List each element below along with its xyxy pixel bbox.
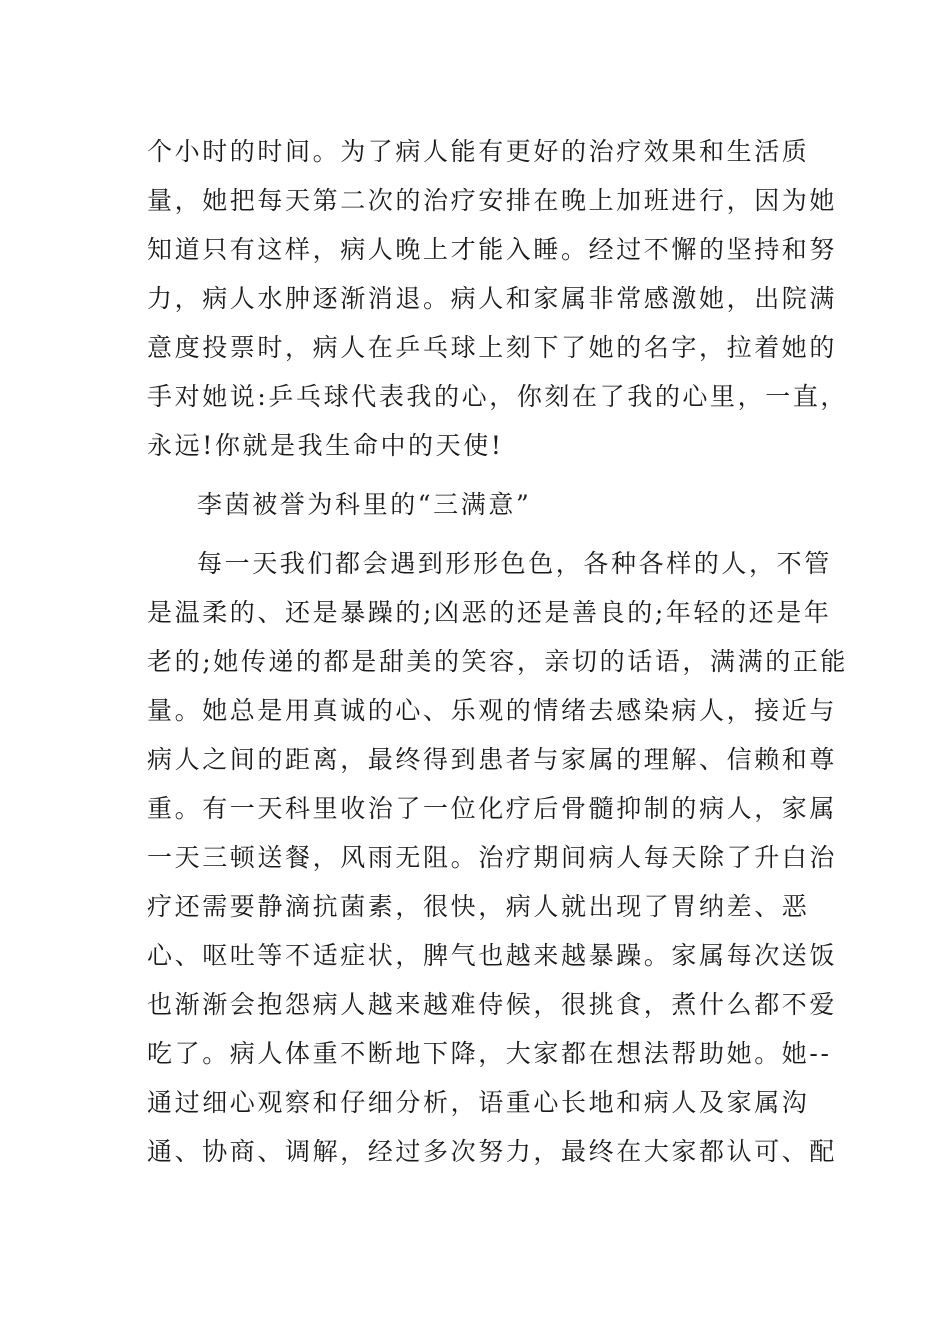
text-line: 老的;她传递的都是甜美的笑容，亲切的话语，满满的正能 xyxy=(147,647,849,676)
text-line: 手对她说:乒乓球代表我的心，你刻在了我的心里，一直， xyxy=(147,382,849,411)
text-line: 个小时的时间。为了病人能有更好的治疗效果和生活质 xyxy=(147,137,810,166)
text-line: 心、呕吐等不适症状，脾气也越来越暴躁。家属每次送饭 xyxy=(147,941,838,970)
text-line: 是温柔的、还是暴躁的;凶恶的还是善良的;年轻的还是年 xyxy=(147,598,832,627)
text-line: 疗还需要静滴抗菌素，很快，病人就出现了胃纳差、恶 xyxy=(147,892,810,921)
section-heading: 李茵被誉为科里的“三满意” xyxy=(197,490,532,519)
text-line: 病人之间的距离，最终得到患者与家属的理解、信赖和尊 xyxy=(147,745,838,774)
text-line: 一天三顿送餐，风雨无阻。治疗期间病人每天除了升白治 xyxy=(147,843,838,872)
text-line: 每一天我们都会遇到形形色色，各种各样的人，不管 xyxy=(197,549,832,578)
text-line: 量，她把每天第二次的治疗安排在晚上加班进行，因为她 xyxy=(147,186,838,215)
text-line: 量。她总是用真诚的心、乐观的情绪去感染病人，接近与 xyxy=(147,696,838,725)
text-line: 通、协商、调解，经过多次努力，最终在大家都认可、配 xyxy=(147,1137,838,1166)
text-line: 力，病人水肿逐渐消退。病人和家属非常感激她，出院满 xyxy=(147,284,838,313)
text-line: 知道只有这样，病人晚上才能入睡。经过不懈的坚持和努 xyxy=(147,235,838,264)
text-line: 重。有一天科里收治了一位化疗后骨髓抑制的病人，家属 xyxy=(147,794,838,823)
text-line: 通过细心观察和仔细分析，语重心长地和病人及家属沟 xyxy=(147,1088,810,1117)
text-line: 意度投票时，病人在乒乓球上刻下了她的名字，拉着她的 xyxy=(147,333,838,362)
text-line: 永远!你就是我生命中的天使! xyxy=(147,431,504,460)
text-line: 也渐渐会抱怨病人越来越难侍候，很挑食，煮什么都不爱 xyxy=(147,990,838,1019)
text-line: 吃了。病人体重不断地下降，大家都在想法帮助她。她-- xyxy=(147,1039,832,1068)
